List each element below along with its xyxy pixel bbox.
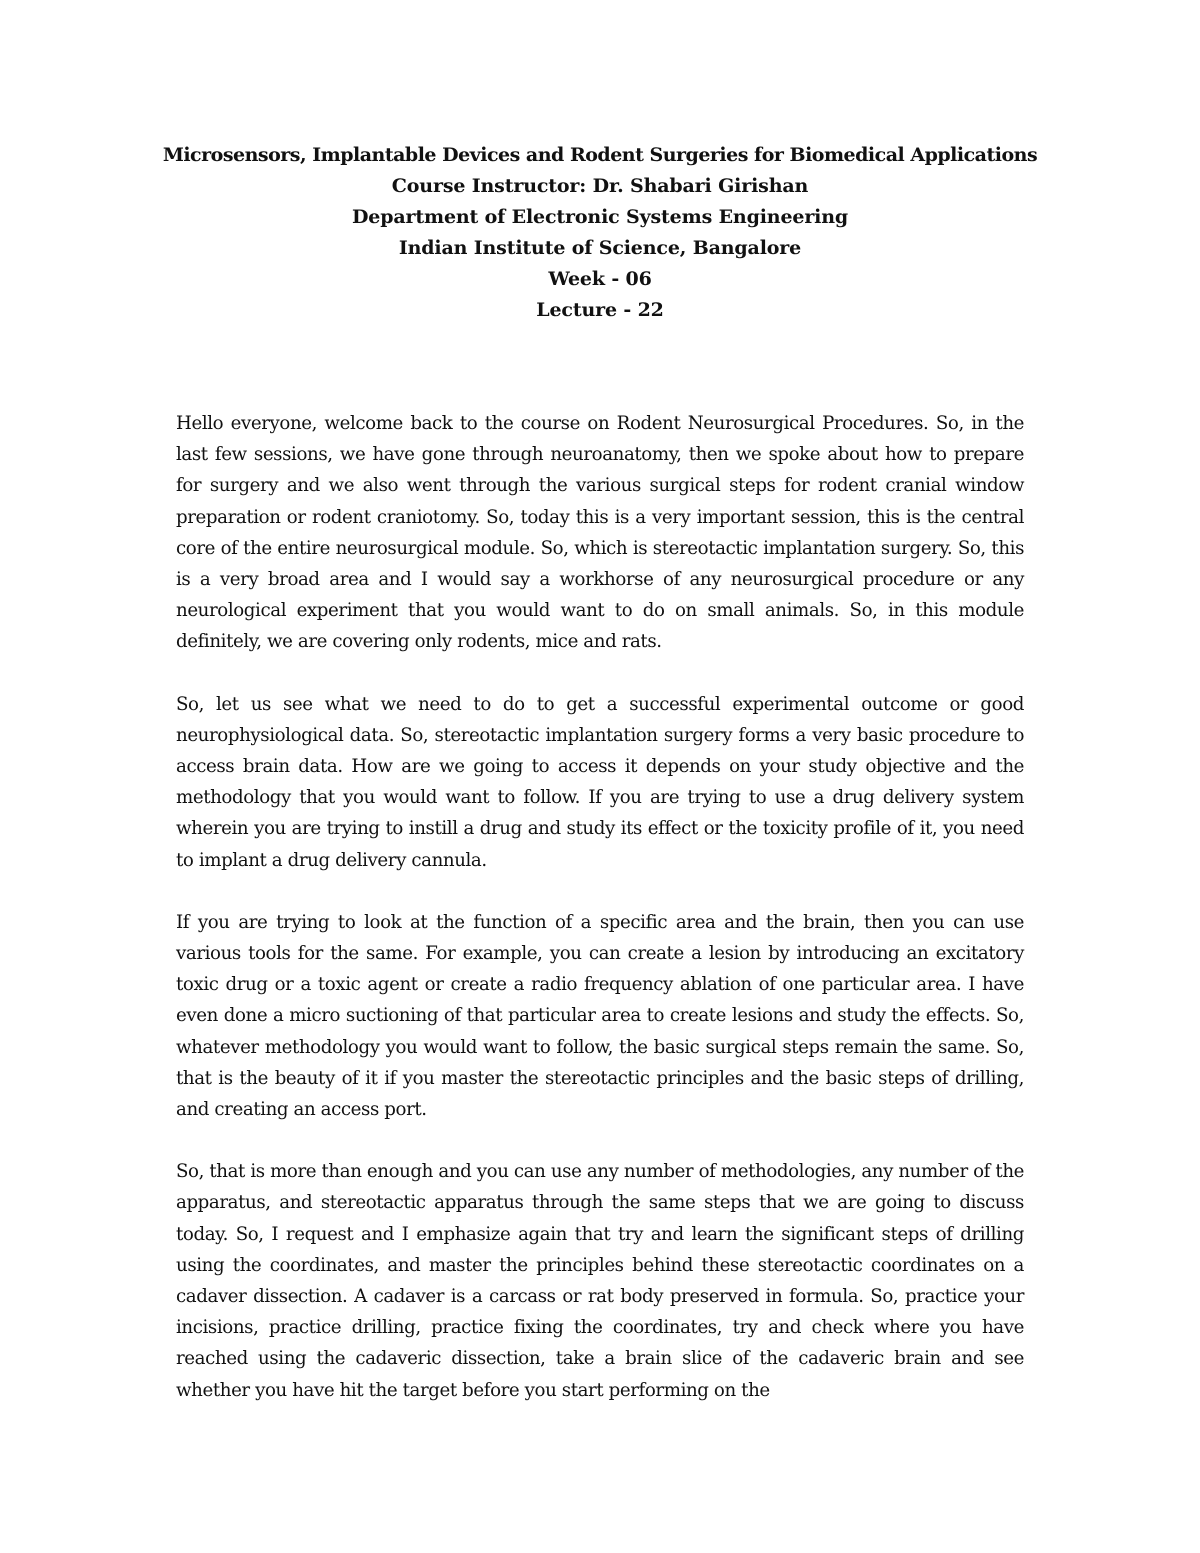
paragraph-2: So, let us see what we need to do to get a successful experimental outcome or good neurophysiological data. So, stereotactic implantation surgery forms a very basic procedure to access brain data. How are we going to access it depends on your study objective and the methodology that you would want to follow. If you are trying to use a drug delivery system wherein you are trying to instill a drug and study its effect or the toxicity profile of it, you need to implant a drug delivery cannula. [176, 693, 1024, 871]
institute-name: Indian Institute of Science, Bangalore [398, 237, 802, 259]
course-instructor: Course Instructor: Dr. Shabari Girishan [391, 175, 809, 197]
department-name: Department of Electronic Systems Engineering [351, 206, 849, 228]
transcript-body [176, 408, 1024, 1406]
lecture-header [0, 140, 1200, 326]
course-title: Microsensors, Implantable Devices and Rodent Surgeries for Biomedical Applications [162, 144, 1038, 166]
lecture-label: Lecture - 22 [536, 299, 664, 321]
paragraph-3: If you are trying to look at the function of a specific area and the brain, then you can use various tools for the same. For example, you can create a lesion by introducing an excitatory toxic drug or a toxic agent or create a radio frequency ablation of one particular area. I have even done a micro suctioning of that particular area to create lesions and study the effects. So, whatever methodology you would want to follow, the basic surgical steps remain the same. So, that is the beauty of it if you master the stereotactic principles and the basic steps of drilling, and creating an access port. [176, 911, 1024, 1121]
week-label: Week - 06 [548, 268, 652, 290]
paragraph-1: Hello everyone, welcome back to the course on Rodent Neurosurgical Procedures. So, in the last few sessions, we have gone through neuroanatomy, then we spoke about how to prepare for surgery and we also went through the various surgical steps for rodent cranial window preparation or rodent craniotomy. So, today this is a very important session, this is the central core of the entire neurosurgical module. So, which is stereotactic implantation surgery. So, this is a very broad area and I would say a workhorse of any neurosurgical procedure or any neurological experiment that you would want to do on small animals. So, in this module definitely, we are covering only rodents, mice and rats. [176, 413, 1024, 653]
paragraph-4: So, that is more than enough and you can use any number of methodologies, any number of the apparatus, and stereotactic apparatus through the same steps that we are going to discuss today. So, I request and I emphasize again that try and learn the significant steps of drilling using the coordinates, and master the principles behind these stereotactic coordinates on a cadaver dissection. A cadaver is a carcass or rat body preserved in formula. So, practice your incisions, practice drilling, practice fixing the coordinates, try and check where you have reached using the cadaveric dissection, take a brain slice of the cadaveric brain and see whether you have hit the target before you start performing on the [176, 1161, 1024, 1401]
